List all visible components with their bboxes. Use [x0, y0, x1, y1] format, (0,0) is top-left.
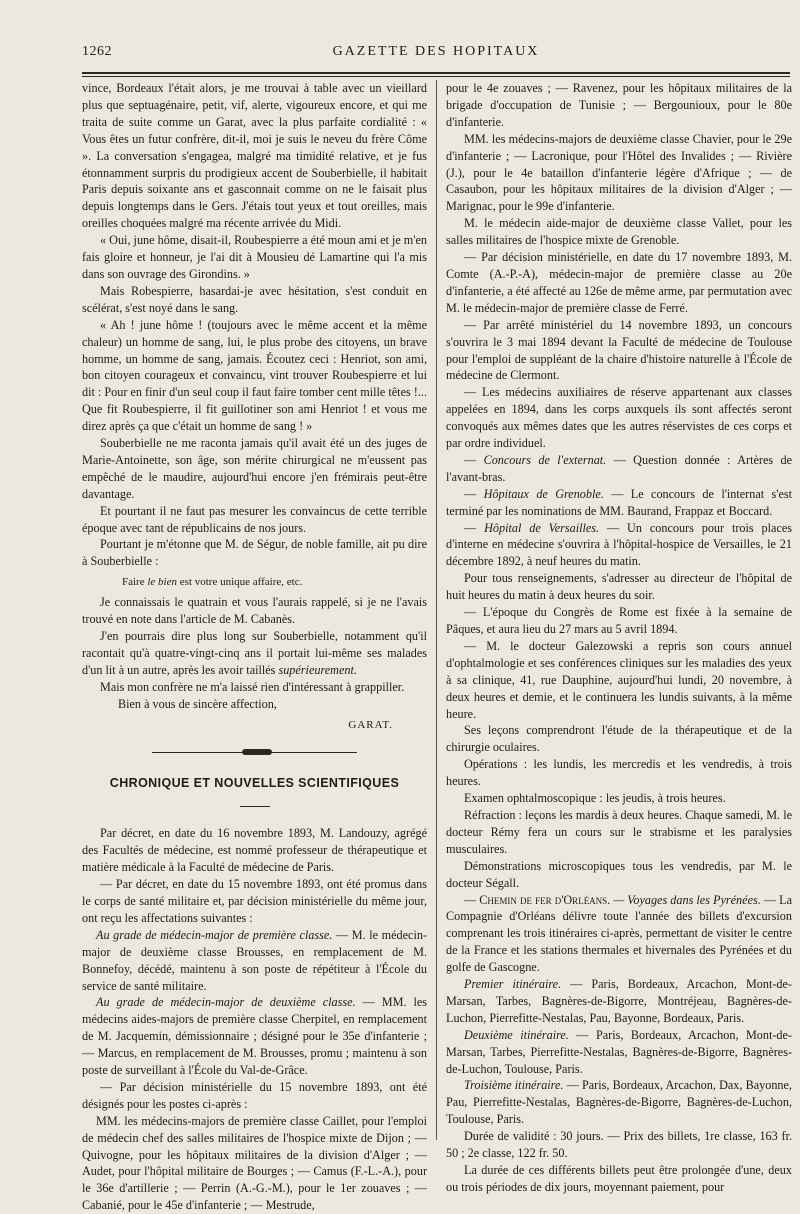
paragraph: vince, Bordeaux l'était alors, je me trouvai à table avec un vieillard plus que septuagénaire, petit, vif, alerte, vigoureux encore, et qui me traita de suite comme un Garat, avec la plus parfaite cordialité : « Vous êtes un futur confrère, dit-il, moi je suis le neveu du frère Côme ». La conversation s'engagea, malgré ma timidité relative, et je fus étonnamment surpris du prodigieux accent de Souberbielle, il habitait Paris depuis soixante ans et gasconnait comme on ne le faisait plus depuis longtemps dans le Gers. J'étais tout yeux et tout oreilles, mais oreilles choquées malgré ma récente arrivée du Midi.: [82, 81, 427, 231]
itinerary: [446, 1027, 792, 1078]
news-item: Opérations : les lundis, les mercredis et les vendredis, à trois heures.: [446, 757, 792, 789]
news-item: [82, 994, 427, 1079]
news-item: — Hôpitaux de Grenoble. — Le concours de l'internat s'est terminé par les nominations de MM. Baurand, Frappaz et Boccard.: [446, 486, 792, 518]
left-column: [82, 80, 427, 1214]
verse-text: est votre unique affaire, etc.: [177, 576, 303, 589]
paragraph: Mais Robespierre, hasardai-je avec hésitation, s'est conduit en scélérat, s'est noyé dans le sang.: [82, 283, 427, 315]
page-header: [82, 44, 790, 68]
news-item-heading: Concours de l'externat.: [483, 452, 607, 467]
news-item: MM. les médecins-majors de deuxième classe Chavier, pour le 29e d'infanterie ; — Lacronique, pour l'Hôtel des Invalides ; — Rivière (J.), pour le 4e bataillon d'infanterie légère d'Afrique ; — de Casaubon, pour les hôpitaux militaires de la division d'Alger ; — Marignac, pour le 99e d'infanterie.: [446, 131, 792, 214]
itinerary: [446, 976, 792, 1027]
news-item: pour le 4e zouaves ; — Ravenez, pour les hôpitaux militaires de la brigade d'occupation de Tunisie ; — Bergounioux, pour le 80e d'infanterie.: [446, 81, 792, 129]
news-item-text: — MM. les médecins aides-majors de première classe Cherpitel, en remplacement de M. Jacquemin, démissionnaire ; désigné pour le 35e d'infanterie ; — Marcus, en remplacement de M. Brousses, promu ; maintenu à son poste de surveillant à l'École du Val-de-Grâce.: [82, 995, 427, 1078]
news-item: La durée de ces différents billets peut être prolongée d'une, deux ou trois périodes de dix jours, moyennant paiement, pour: [446, 1163, 792, 1194]
news-item: — L'époque du Congrès de Rome est fixée à la semaine de Pâques, et aura lieu du 27 mars au 5 avril 1894.: [446, 605, 792, 636]
news-item: — Les médecins auxiliaires de réserve appartenant aux classes appelées en 1894, dans les corps auxquels ils sont affectés seront convoqués aux mêmes dates que les autres réservistes de ces corps et par ordre individuel.: [446, 385, 792, 451]
itinerary-heading: Deuxième itinéraire.: [464, 1027, 569, 1042]
itinerary-text: — Paris, Bordeaux, Arcachon, Mont-de-Marsan, Tarbes, Bagnères-de-Bigorre, Montréjeau, Bagnères-de-Luchon, Pierrefitte-Nestalas, Pau, Bayonne, Bordeaux, Paris.: [446, 977, 792, 1025]
news-item-text: — Un concours pour trois places d'interne en médecine s'ouvrira à l'hôpital-hospice de Versailles, le 21 décembre 1892, à neuf heures du matin.: [446, 520, 792, 569]
section-title: CHRONIQUE ET NOUVELLES SCIENTIFIQUES: [109, 776, 400, 791]
right-column: [446, 80, 792, 1196]
news-item: — Concours de l'externat. — Question donnée : Artères de l'avant-bras.: [446, 452, 792, 484]
short-rule: [240, 806, 270, 807]
header-rule-thick: [82, 72, 790, 74]
header-rule-thin: [82, 76, 790, 77]
news-item-heading: Au grade de médecin-major de première classe.: [96, 927, 333, 942]
news-item: M. le médecin aide-major de deuxième classe Vallet, pour les salles militaires de l'hospice mixte de Grenoble.: [446, 216, 792, 248]
news-item: Pour tous renseignements, s'adresser au directeur de l'hôpital de huit heures du matin à deux heures du soir.: [446, 571, 792, 603]
page-number: 1262: [82, 44, 112, 59]
news-item-text: — La Compagnie d'Orléans délivre toute l'année des billets d'excursion comprenant les trois itinéraires ci-après, permettant de visiter le centre de la France et les stations thermales et hivernales des Pyrénées et du golfe de Gascogne.: [446, 892, 792, 975]
paragraph: « Oui, june hôme, disait-il, Roubespierre a été moun ami et je m'en fais gloire et honneur, je l'ai dit à Mousieu dé Lamartine qui l'a mis dans son ouvrage des Girondins. »: [82, 233, 427, 281]
section-ornament: [82, 747, 427, 757]
verse-quote: [122, 574, 427, 591]
news-item: — Par décret, en date du 15 novembre 1893, ont été promus dans le corps de santé militaire et, par décision ministérielle du même jour, ont reçu les affectations suivantes :: [82, 877, 427, 925]
paragraph: Je connaissais le quatrain et vous l'aurais rappelé, si je ne l'avais trouvé en note dans l'article de M. Cabanès.: [82, 595, 427, 627]
paragraph-emphasis: supérieurement.: [278, 662, 357, 677]
news-item-heading: Hôpital de Versailles.: [484, 520, 600, 535]
news-item: Examen ophtalmoscopique : les jeudis, à trois heures.: [464, 791, 726, 806]
journal-title: GAZETTE DES HOPITAUX: [332, 44, 540, 59]
news-item-text: — Le concours de l'internat s'est terminé par les nominations de MM. Baurand, Frappaz et Boccard.: [446, 486, 792, 518]
paragraph: [82, 628, 427, 679]
itinerary: [446, 1077, 792, 1128]
news-item: Réfraction : leçons les mardis à deux heures. Chaque samedi, M. le docteur Rémy fera un cours sur le strabisme et les paralysies musculaires.: [446, 807, 792, 856]
verse-emphasis: le bien: [147, 576, 177, 589]
itinerary-text: — Paris, Bordeaux, Arcachon, Dax, Bayonne, Pau, Pierrefitte-Nestalas, Bagnères-de-Bigorre, Bagnères-de-Luchon, Toulouse, Paris.: [446, 1078, 792, 1127]
paragraph: Souberbielle ne me raconta jamais qu'il avait été un des juges de Marie-Antoinette, son âge, son mérite chirurgical ne m'eussent pas empêché de le maudire, aujourd'hui encore j'en frémirais peut-être davantage.: [82, 436, 427, 501]
news-item: Ses leçons comprendront l'étude de la thérapeutique et de la chirurgie oculaires.: [446, 723, 792, 755]
news-item-heading: Au grade de médecin-major de deuxième classe.: [96, 995, 356, 1010]
paragraph: Mais mon confrère ne m'a laissé rien d'intéressant à grappiller.: [100, 679, 405, 694]
news-item-heading: — Chemin de fer d'Orléans.: [464, 892, 611, 907]
news-item: — M. le docteur Galezowski a repris son cours annuel d'ophtalmologie et ses conférences cliniques sur les maladies des yeux à sa clinique, 41, rue Dauphine, aujourd'hui lundi, 20 novembre, à deux heures et demie, et le continuera les lundis suivants, à la même heure.: [446, 638, 792, 721]
column-divider: [436, 80, 437, 1140]
paragraph: « Ah ! june hôme ! (toujours avec le même accent et la même chaleur) un homme de sang, lui, le plus probe des citoyens, un brave homme, un homme de sang, jamais. Écoutez ceci : Henriot, son ami, bon citoyen courageux et convaincu, vint trouver Roubespierre et lui dit : Pour en finir d'un seul coup il faut faire tomber cent mille têtes !... Que fit Roubespierre, il fit guillotiner son ami Henriot ! et vous me direz après ça que c'était un homme de sang ! »: [82, 317, 427, 434]
news-item: — Par décision ministérielle, en date du 17 novembre 1893, M. Comte (A.-P.-A), médecin-major de première classe au 20e d'infanterie, a été affecté au 126e de même arme, par permutation avec M. le médecin-major de première classe de Ferré.: [446, 250, 792, 315]
news-item: [446, 892, 792, 977]
verse-text: Faire: [122, 576, 148, 589]
news-item-subheading: — Voyages dans les Pyrénées.: [610, 892, 761, 907]
news-item-text: — M. le médecin-major de deuxième classe Brousses, en remplacement de M. Bonnefoy, décédé, maintenu à son poste de répétiteur à l'École du service de santé militaire.: [82, 927, 427, 993]
news-item-text: — Question donnée : Artères de l'avant-bras.: [446, 452, 792, 484]
news-item-heading: Hôpitaux de Grenoble.: [483, 486, 604, 501]
closing-line: Bien à vous de sincère affection,: [118, 696, 277, 711]
news-item: MM. les médecins-majors de première classe Caillet, pour l'emploi de médecin chef des salles militaires de l'hospice mixte de Dijon ; — Quivogne, pour les hôpitaux militaires de la division d'Alger ; — Audet, pour l'hôpital militaire de Bourges ; — Camus (F.-L.-A.), pour le 36e d'artillerie ; — Perrin (A.-G.-M.), pour le 1er zouaves ; — Cabanié, pour le 45e d'infanterie ; — Mestrude,: [82, 1113, 427, 1213]
news-item: [82, 927, 427, 995]
signature: GARAT.: [348, 718, 393, 731]
news-item: Durée de validité : 30 jours. — Prix des billets, 1re classe, 163 fr. 50 ; 2e classe, 122 fr. 50.: [446, 1129, 792, 1161]
itinerary-heading: Troisième itinéraire.: [464, 1078, 564, 1093]
news-item: Démonstrations microscopiques tous les vendredis, par M. le docteur Ségall.: [446, 858, 792, 890]
paragraph: Et pourtant il ne faut pas mesurer les convaincus de cette terrible époque avec tant de républicains de nos jours.: [82, 503, 427, 535]
news-item: — Par arrêté ministériel du 14 novembre 1893, un concours s'ouvrira le 3 mai 1894 devant la Faculté de médecine de Toulouse pour l'emploi de suppléant de la chaire d'histoire naturelle à l'École de médecine de Clermont.: [446, 317, 792, 383]
news-item: — Hôpital de Versailles. — Un concours pour trois places d'interne en médecine s'ouvrira à l'hôpital-hospice de Versailles, le 21 décembre 1892, à neuf heures du matin.: [446, 520, 792, 569]
paragraph: Pourtant je m'étonne que M. de Ségur, de noble famille, ait pu dire à Souberbielle :: [82, 537, 427, 569]
itinerary-heading: Premier itinéraire.: [464, 977, 562, 992]
paragraph-text: J'en pourrais dire plus long sur Souberbielle, notamment qu'il racontait qu'à quatre-vingt-cinq ans il portait lui-même ses malades d'un lit à un autre, après les avoir taillés: [82, 629, 427, 677]
news-item: Par décret, en date du 16 novembre 1893, M. Landouzy, agrégé des Facultés de médecine, est nommé professeur de thérapeutique et matière médicale à la Faculté de médecine de Paris.: [82, 826, 427, 875]
itinerary-text: — Paris, Bordeaux, Arcachon, Mont-de-Marsan, Tarbes, Pierrefitte-Nestalas, Bagnères-de-Bigorre, Bagnères-de-Luchon, Toulouse, Paris.: [446, 1027, 792, 1076]
news-item: — Par décision ministérielle du 15 novembre 1893, ont été désignés pour les postes ci-après :: [82, 1079, 427, 1111]
